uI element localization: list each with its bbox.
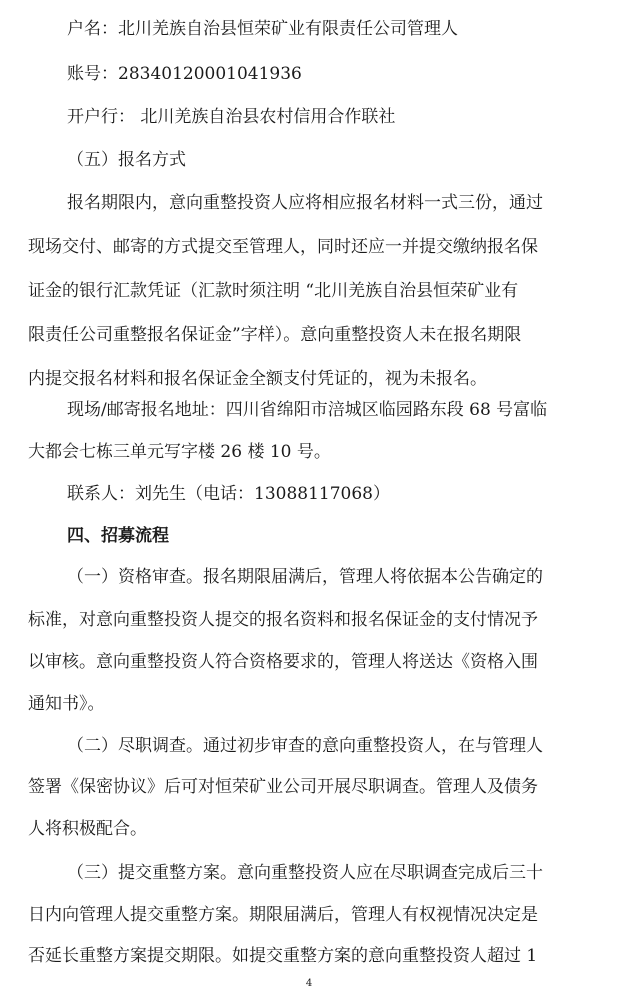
bank-line: 开户行： 北川羌族自治县农村信用合作联社 — [67, 107, 396, 127]
paragraph-line: 否延长重整方案提交期限。如提交重整方案的意向重整投资人超过 1 — [28, 946, 538, 966]
account-number-line: 账号：28340120001041936 — [67, 64, 302, 84]
paragraph-line: 证金的银行汇款凭证（汇款时须注明 “北川羌族自治县恒荣矿业有 — [28, 281, 519, 301]
paragraph-line: 限责任公司重整报名保证金”字样）。意向重整投资人未在报名期限 — [28, 325, 522, 345]
contact-line: 联系人：刘先生（电话：13088117068） — [67, 484, 390, 504]
address-line: 大都会七栋三单元写字楼 26 楼 10 号。 — [28, 442, 331, 462]
paragraph-line: 人将积极配合。 — [28, 819, 147, 839]
paragraph-line: 现场交付、邮寄的方式提交至管理人，同时还应一并提交缴纳报名保 — [28, 237, 538, 257]
paragraph-line: 日内向管理人提交重整方案。期限届满后，管理人有权视情况决定是 — [28, 905, 538, 925]
paragraph-line: 标准，对意向重整投资人提交的报名资料和报名保证金的支付情况予 — [28, 610, 538, 630]
section-registration-heading: （五）报名方式 — [67, 150, 186, 170]
section-four-heading: 四、招募流程 — [67, 526, 169, 546]
address-line: 现场/邮寄报名地址：四川省绵阳市涪城区临园路东段 68 号富临 — [67, 400, 548, 420]
paragraph-line: （一）资格审查。报名期限届满后，管理人将依据本公告确定的 — [67, 567, 543, 587]
paragraph-line: （二）尽职调查。通过初步审查的意向重整投资人，在与管理人 — [67, 736, 543, 756]
paragraph-line: 通知书》。 — [28, 694, 105, 714]
paragraph-line: 签署《保密协议》后可对恒荣矿业公司开展尽职调查。管理人及债务 — [28, 777, 538, 797]
paragraph-line: 以审核。意向重整投资人符合资格要求的，管理人将送达《资格入围 — [28, 652, 538, 672]
paragraph-line: 内提交报名材料和报名保证金全额支付凭证的，视为未报名。 — [28, 369, 487, 389]
paragraph-line: 报名期限内，意向重整投资人应将相应报名材料一式三份，通过 — [67, 193, 543, 213]
paragraph-line: （三）提交重整方案。意向重整投资人应在尽职调查完成后三十 — [67, 863, 543, 883]
page-number: 4 — [305, 978, 313, 989]
account-name-line: 户名：北川羌族自治县恒荣矿业有限责任公司管理人 — [67, 19, 458, 39]
